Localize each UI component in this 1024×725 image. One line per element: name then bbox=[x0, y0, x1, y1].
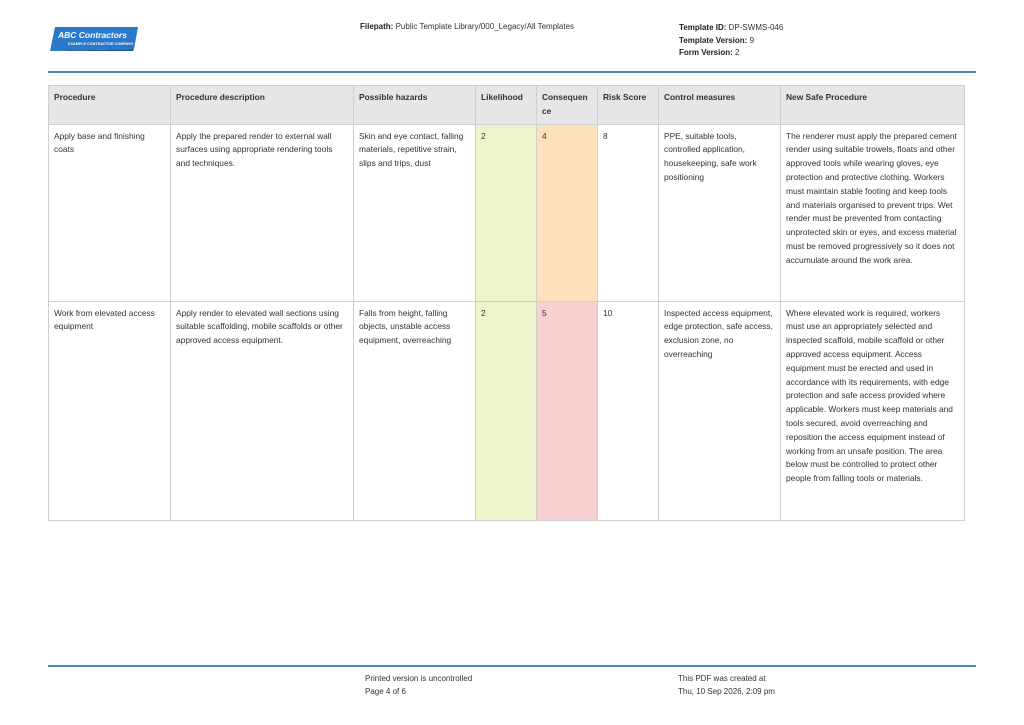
header-hazards: Possible hazards bbox=[354, 86, 476, 125]
cell-controls: PPE, suitable tools, controlled application, housekeeping, safe work positioning bbox=[659, 124, 781, 301]
filepath-label: Filepath: bbox=[360, 22, 394, 31]
header-divider bbox=[48, 71, 976, 73]
header-risk-score: Risk Score bbox=[598, 86, 659, 125]
created-label: This PDF was created at bbox=[678, 674, 766, 683]
page-header bbox=[0, 0, 1024, 72]
filepath-value: Public Template Library/000_Legacy/All Templates bbox=[395, 22, 575, 31]
cell-hazards: Falls from height, falling objects, unstable access equipment, overreaching bbox=[354, 301, 476, 520]
template-version-label: Template Version: bbox=[679, 35, 748, 45]
cell-description: Apply render to elevated wall sections using suitable scaffolding, mobile scaffolds or other approved access equipment. bbox=[171, 301, 354, 520]
header-consequence: Consequence bbox=[537, 86, 598, 125]
cell-risk-score: 8 bbox=[598, 124, 659, 301]
table-row bbox=[49, 124, 965, 301]
logo-tagline: EXAMPLE CONTRACTOR COMPANY bbox=[68, 42, 134, 46]
cell-consequence: 5 bbox=[537, 301, 598, 520]
template-version-value: 9 bbox=[749, 35, 755, 45]
filepath bbox=[360, 22, 574, 31]
cell-procedure: Work from elevated access equipment bbox=[49, 301, 171, 520]
template-meta bbox=[679, 22, 783, 60]
form-version-label: Form Version: bbox=[679, 48, 733, 57]
header-description: Procedure description bbox=[171, 86, 354, 125]
cell-controls: Inspected access equipment, edge protection, safe access, exclusion zone, no overreaching bbox=[659, 301, 781, 520]
cell-procedure: Apply base and finishing coats bbox=[49, 124, 171, 301]
cell-description: Apply the prepared render to external wall surfaces using appropriate rendering tools and techniques. bbox=[171, 124, 354, 301]
template-id bbox=[679, 22, 783, 35]
uncontrolled-notice: Printed version is uncontrolled bbox=[365, 674, 473, 683]
header-controls: Control measures bbox=[659, 86, 781, 125]
cell-risk-score: 10 bbox=[598, 301, 659, 520]
page-number: Page 4 of 6 bbox=[365, 686, 406, 696]
logo-name: ABC Contractors bbox=[58, 30, 127, 40]
footer-divider bbox=[48, 665, 976, 667]
template-version bbox=[679, 35, 783, 48]
cell-new-procedure: Where elevated work is required, workers must use an appropriately selected and inspected scaffold, mobile scaffold or other approved access equipment. Access equipment must be erected and used in accordance with its requirements, with edge protection and safe access provided where applicable. Workers must keep materials and tools secured, avoid overreaching and reposition the access equipment instead of working from an unsafe position. The area below must be controlled to protect other people from falling tools or materials. bbox=[781, 301, 965, 520]
table-header-row bbox=[49, 86, 965, 125]
template-id-value: DP-SWMS-046 bbox=[728, 23, 784, 32]
cell-likelihood: 2 bbox=[476, 124, 537, 301]
table-row bbox=[49, 301, 965, 520]
cell-consequence: 4 bbox=[537, 124, 598, 301]
form-version bbox=[679, 47, 783, 60]
form-version-value: 2 bbox=[735, 48, 740, 57]
template-id-label: Template ID: bbox=[679, 23, 727, 32]
swms-table bbox=[48, 85, 965, 521]
created-timestamp: Thu, 10 Sep 2026, 2:09 pm bbox=[678, 686, 775, 696]
header-procedure: Procedure bbox=[49, 86, 171, 125]
cell-likelihood: 2 bbox=[476, 301, 537, 520]
footer-left bbox=[365, 673, 472, 698]
cell-hazards: Skin and eye contact, falling materials, repetitive strain, slips and trips, dust bbox=[354, 124, 476, 301]
header-new-procedure: New Safe Procedure bbox=[781, 86, 965, 125]
cell-new-procedure: The renderer must apply the prepared cement render using suitable trowels, floats and other approved tools while wearing gloves, eye protection and protective clothing. Workers must maintain stable footing and keep tools and materials organised to prevent trips. Wet render must be prevented from contacting unprotected skin or eyes, and excess material must be removed progressively so it does not accumulate around the work area. bbox=[781, 124, 965, 301]
company-logo bbox=[50, 27, 138, 51]
header-likelihood: Likelihood bbox=[476, 86, 537, 125]
footer-right bbox=[678, 673, 775, 698]
